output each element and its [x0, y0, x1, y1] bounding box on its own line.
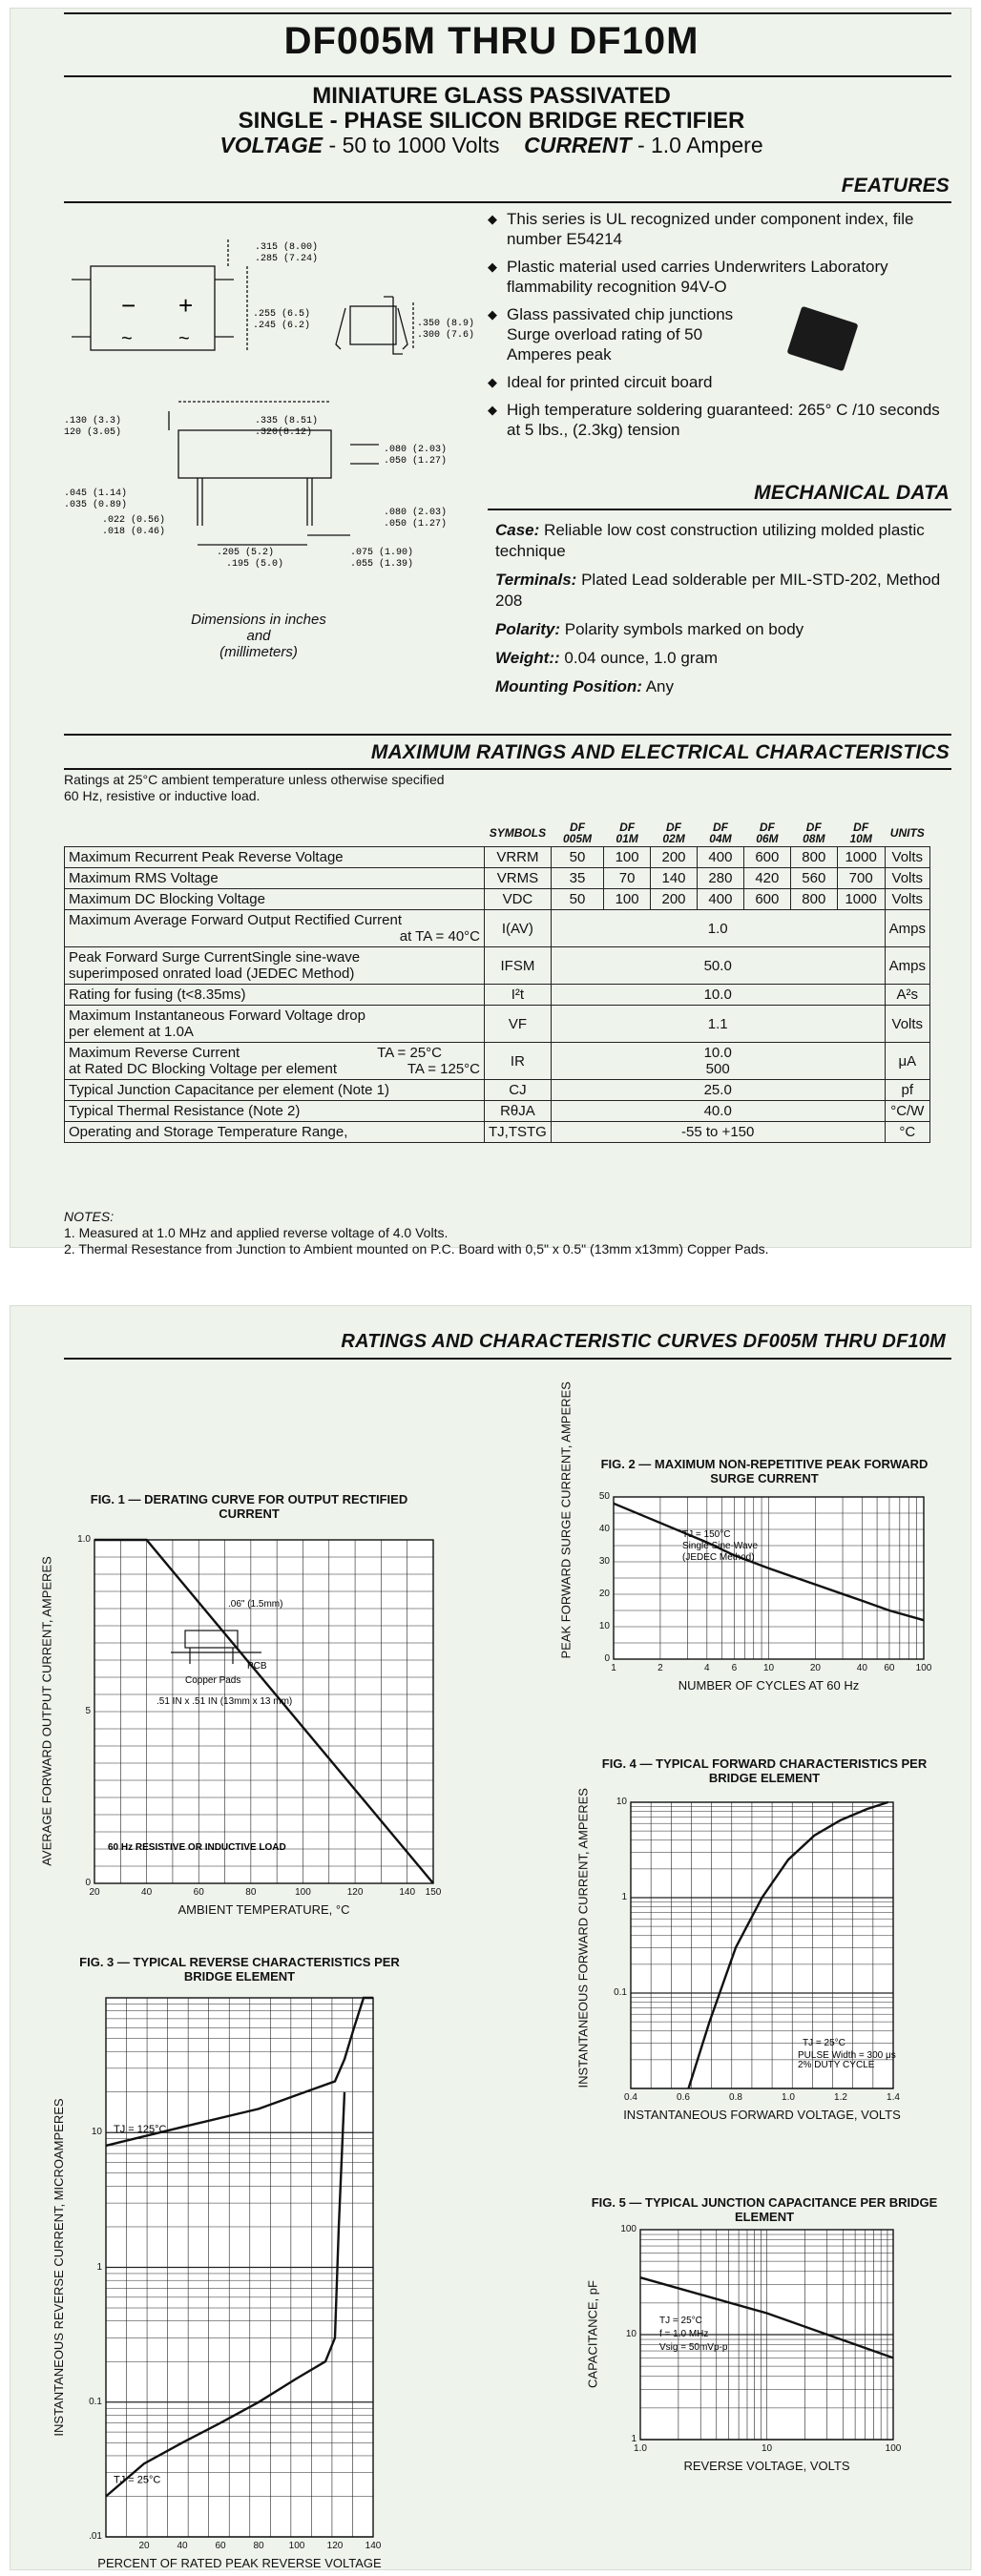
caption-line-1: Dimensions in inches [191, 612, 326, 628]
row-value: 600 [743, 889, 790, 910]
features-rule [64, 201, 951, 203]
row-value: 1.0 [551, 910, 885, 947]
row-symbol: IFSM [485, 947, 552, 985]
dim-10: .320(8.12) [255, 427, 313, 438]
column-header: UNITS [885, 820, 929, 847]
chart-annotation: PCB [247, 1661, 267, 1672]
row-parameter: Maximum DC Blocking Voltage [65, 889, 485, 910]
condition: TA = 25°C [377, 1045, 442, 1061]
param-line: at TA = 40°C [399, 928, 480, 945]
column-header: DF 01M [604, 820, 651, 847]
x-axis-label: REVERSE VOLTAGE, VOLTS [683, 2459, 850, 2473]
ratings-table [64, 820, 930, 1143]
dim-18: .050 (1.27) [384, 519, 448, 530]
mechanical-data [495, 520, 953, 705]
chart-annotation: Single Sine-Wave [682, 1541, 759, 1551]
x-tick-label: 140 [399, 1887, 416, 1898]
row-value: 1.1 [551, 1006, 885, 1043]
row-value: 50 [551, 847, 603, 868]
row-parameter [65, 1043, 485, 1080]
x-tick-label: 40 [856, 1663, 867, 1673]
ratings-conditions [64, 772, 445, 804]
plus-symbol: + [178, 291, 194, 320]
table-row [65, 847, 930, 868]
row-unit: Volts [885, 1006, 929, 1043]
series-label: TJ = 25°C [114, 2474, 161, 2486]
row-symbol: VRRM [485, 847, 552, 868]
column-header: DF 06M [743, 820, 790, 847]
top-rule [64, 12, 951, 14]
row-value: 25.0 [551, 1080, 885, 1101]
row-unit: A²s [885, 985, 929, 1006]
subtitle-2: SINGLE - PHASE SILICON BRIDGE RECTIFIER [238, 108, 745, 134]
figure-title: FIG. 1 — DERATING CURVE FOR OUTPUT RECTIFIED CURRENT [90, 1492, 408, 1521]
y-tick-label: 30 [598, 1556, 610, 1567]
x-tick-label: 0.8 [729, 2092, 742, 2103]
row-parameter [65, 910, 485, 947]
x-tick-label: 0.4 [624, 2092, 637, 2103]
y-tick-label: 40 [598, 1524, 610, 1534]
feature-item: ◆ Ideal for printed circuit board [488, 372, 955, 392]
x-tick-label: 120 [326, 2541, 344, 2551]
y-tick-label: 10 [91, 2127, 102, 2138]
x-tick-label: 2 [657, 1663, 663, 1673]
x-tick-label: 100 [885, 2443, 902, 2454]
dim-6: .300 (7.6) [417, 330, 475, 341]
row-symbol: IR [485, 1043, 552, 1080]
minus-symbol: − [121, 291, 136, 320]
y-tick-label: 5 [85, 1706, 91, 1716]
row-symbol: TJ,TSTG [485, 1122, 552, 1143]
chart-grid [614, 1497, 924, 1659]
polarity-value: Polarity symbols marked on body [564, 620, 804, 638]
y-tick-label: 1 [96, 2261, 102, 2273]
header-parameter [65, 820, 485, 847]
chart-annotation: (JEDEC Method) [682, 1552, 755, 1563]
chart-annotation: f = 1.0 MHz [659, 2329, 709, 2339]
chart-plot [614, 1497, 924, 1659]
y-tick-label: 20 [598, 1589, 610, 1599]
column-header: DF 10M [837, 820, 885, 847]
y-tick-label: 1.0 [77, 1534, 91, 1545]
x-axis-label: INSTANTANEOUS FORWARD VOLTAGE, VOLTS [623, 2108, 901, 2122]
figure-title: FIG. 3 — TYPICAL REVERSE CHARACTERISTICS PER BRIDGE ELEMENT [79, 1955, 400, 1984]
row-value: 600 [743, 847, 790, 868]
notes [64, 1209, 769, 1257]
figure-title: FIG. 5 — TYPICAL JUNCTION CAPACITANCE PER BRIDGE ELEMENT [591, 2195, 938, 2224]
x-tick-label: 100 [295, 1887, 311, 1898]
feature-item: ◆ Glass passivated chip junctions Surge overload rating of 50 Amperes peak [488, 304, 745, 364]
current-label: CURRENT [524, 133, 632, 157]
table-row [65, 1122, 930, 1143]
x-tick-label: 100 [288, 2541, 305, 2551]
row-parameter: Operating and Storage Temperature Range, [65, 1122, 485, 1143]
x-tick-label: 100 [915, 1663, 932, 1673]
row-value: 1000 [837, 889, 885, 910]
series-line-1 [689, 1802, 888, 2088]
table-row [65, 910, 930, 947]
chart-annotation: Copper Pads [185, 1675, 241, 1686]
condition: TA = 125°C [407, 1061, 480, 1077]
chart-plot [94, 1540, 433, 1883]
row-unit: °C [885, 1122, 929, 1143]
param-line: Maximum Reverse Current [69, 1045, 240, 1061]
mechanical-heading: MECHANICAL DATA [754, 482, 950, 504]
dim-22: .055 (1.39) [350, 559, 414, 570]
datasheet-page-1 [10, 8, 971, 1257]
chart-annotation: TJ = 25°C [803, 2038, 845, 2048]
table-row [65, 1006, 930, 1043]
dim-11: .080 (2.03) [384, 445, 448, 455]
row-unit: °C/W [885, 1101, 929, 1122]
dim-1: .315 (8.00) [255, 242, 319, 253]
case-value: Reliable low cost construction utilizing molded plastic technique [495, 521, 925, 560]
dim-5: .350 (8.9) [417, 319, 475, 329]
row-unit: Amps [885, 910, 929, 947]
feature-item: ◆ This series is UL recognized under component index, file number E54214 [488, 209, 955, 249]
table-header-row [65, 820, 930, 847]
weight-key: Weight:: [495, 649, 560, 667]
row-value: 50 [551, 889, 603, 910]
x-tick-label: 150 [425, 1887, 442, 1898]
row-value: 400 [697, 847, 743, 868]
y-tick-label: .01 [89, 2531, 102, 2542]
chart-annotation: Vsig = 50mVp-p [659, 2342, 728, 2353]
figure-title: FIG. 4 — TYPICAL FORWARD CHARACTERISTICS PER BRIDGE ELEMENT [601, 1756, 928, 1785]
chart-annotation: PULSE Width = 300 μs [798, 2050, 896, 2061]
package-drawing [64, 211, 474, 650]
row-value: 800 [790, 889, 837, 910]
row-parameter [65, 985, 485, 1006]
dim-14: .035 (0.89) [64, 500, 128, 510]
y-tick-label: 10 [616, 1797, 627, 1807]
row-parameter: Maximum RMS Voltage [65, 868, 485, 889]
x-axis-label: NUMBER OF CYCLES AT 60 Hz [678, 1678, 860, 1693]
dim-13: .045 (1.14) [64, 488, 128, 499]
y-axis-label: AVERAGE FORWARD OUTPUT CURRENT, AMPERES [39, 1556, 54, 1866]
caption-line-2: and [246, 628, 271, 644]
dim-17: .080 (2.03) [384, 508, 448, 518]
note-2: 2. Thermal Resestance from Junction to Ambient mounted on P.C. Board with 0,5" x 0.5" (13mm x13mm) Copper Pads. [64, 1241, 769, 1257]
column-header: DF 08M [790, 820, 837, 847]
y-axis-label: INSTANTANEOUS FORWARD CURRENT, AMPERES [575, 1788, 591, 2088]
row-parameter: Typical Junction Capacitance per element (Note 1) [65, 1080, 485, 1101]
param-line: Peak Forward Surge CurrentSingle sine-wave [69, 949, 361, 966]
y-tick-label: 0.1 [614, 1987, 627, 1998]
subtitle-1: MINIATURE GLASS PASSIVATED [312, 83, 671, 109]
curves-rule [64, 1358, 951, 1360]
y-tick-label: 10 [625, 2329, 637, 2339]
voltage-label: VOLTAGE [219, 133, 324, 157]
notes-title: NOTES: [64, 1209, 115, 1224]
row-value: -55 to +150 [551, 1122, 885, 1143]
ratings-heading: MAXIMUM RATINGS AND ELECTRICAL CHARACTERISTICS [370, 741, 950, 763]
feature-item: ◆ Plastic material used carries Underwriters Laboratory flammability recognition 94V-O [488, 257, 955, 297]
x-axis-label: AMBIENT TEMPERATURE, °C [177, 1902, 350, 1917]
row-symbol: VRMS [485, 868, 552, 889]
dim-19: .205 (5.2) [217, 548, 275, 558]
chart-plot [631, 1802, 896, 2088]
row-parameter: Typical Thermal Resistance (Note 2) [65, 1101, 485, 1122]
param-line: Rating for fusing (t<8.35ms) [69, 987, 246, 1003]
dim-4: .245 (6.2) [253, 321, 311, 331]
x-tick-label: 60 [884, 1663, 895, 1673]
x-tick-label: 1 [611, 1663, 616, 1673]
caption-line-3: (millimeters) [219, 644, 298, 660]
figure-title: FIG. 2 — MAXIMUM NON-REPETITIVE PEAK FORWARD SURGE CURRENT [600, 1457, 929, 1485]
x-tick-label: 6 [731, 1663, 738, 1673]
dimensions-caption [163, 612, 354, 660]
x-tick-label: 20 [138, 2541, 150, 2551]
series-label: TJ = 125°C [114, 2123, 167, 2135]
chart-frame [631, 1802, 893, 2088]
x-tick-label: 20 [809, 1663, 821, 1673]
value-line: 10.0 [703, 1045, 732, 1061]
row-value: 140 [651, 868, 698, 889]
dim-12: .050 (1.27) [384, 456, 448, 467]
param-line: superimposed onrated load (JEDEC Method) [69, 966, 355, 982]
voltage-current-line [10, 133, 972, 158]
row-parameter: Maximum Recurrent Peak Reverse Voltage [65, 847, 485, 868]
param-line: per element at 1.0A [69, 1024, 194, 1040]
row-value: 10.0 [551, 985, 885, 1006]
row-value: 1000 [837, 847, 885, 868]
y-axis-label: INSTANTANEOUS REVERSE CURRENT, MICROAMPERES [51, 2097, 66, 2437]
row-value: 700 [837, 868, 885, 889]
x-tick-label: 120 [346, 1887, 364, 1898]
chart-grid [631, 1802, 893, 2088]
column-header: DF 005M [551, 820, 603, 847]
param-line: at Rated DC Blocking Voltage per element [69, 1061, 337, 1077]
x-tick-label: 140 [365, 2541, 382, 2551]
title-rule [64, 75, 951, 77]
x-tick-label: 60 [215, 2541, 226, 2551]
param-line: Maximum Average Forward Output Rectified Current [69, 912, 403, 928]
column-header: DF 04M [697, 820, 743, 847]
row-value: 560 [790, 868, 837, 889]
pcb-inset [171, 1631, 261, 1664]
datasheet-page-2 [10, 1305, 971, 2570]
dim-3: .255 (6.5) [253, 309, 311, 320]
row-value: 100 [604, 847, 651, 868]
ac-symbol-2: ~ [178, 328, 190, 349]
y-tick-label: 0 [85, 1878, 91, 1888]
x-tick-label: 4 [704, 1663, 710, 1673]
row-parameter [65, 1006, 485, 1043]
x-axis-label: PERCENT OF RATED PEAK REVERSE VOLTAGE [97, 2556, 382, 2570]
ac-symbol-1: ~ [121, 328, 133, 349]
chart-grid [106, 1998, 373, 2537]
x-tick-label: 20 [89, 1887, 100, 1898]
row-unit: Volts [885, 868, 929, 889]
dim-21: .075 (1.90) [350, 548, 414, 558]
row-parameter [65, 947, 485, 985]
row-symbol: CJ [485, 1080, 552, 1101]
voltage-value: - 50 to 1000 Volts [328, 133, 500, 157]
row-value [551, 1043, 885, 1080]
terminals-key: Terminals: [495, 571, 577, 589]
row-symbol: VDC [485, 889, 552, 910]
row-value: 200 [651, 889, 698, 910]
y-tick-label: 1 [631, 2434, 637, 2444]
dim-7: .130 (3.3) [64, 416, 122, 426]
row-value: 40.0 [551, 1101, 885, 1122]
y-tick-label: 0.1 [89, 2396, 102, 2407]
dim-8: 120 (3.05) [64, 427, 122, 438]
x-tick-label: 1.0 [782, 2092, 795, 2103]
series-line-2 [106, 2092, 344, 2497]
table-row [65, 1101, 930, 1122]
y-tick-label: 1 [621, 1892, 627, 1902]
chart-plot [106, 1998, 373, 2537]
row-symbol: I(AV) [485, 910, 552, 947]
ratings-note-1: Ratings at 25°C ambient temperature unless otherwise specified [64, 772, 445, 787]
chart-annotation: 60 Hz RESISTIVE OR INDUCTIVE LOAD [108, 1842, 286, 1853]
y-tick-label: 100 [620, 2224, 637, 2234]
ratings-rule [64, 768, 951, 770]
row-unit: Amps [885, 947, 929, 985]
terminals-value: Plated Lead solderable per MIL-STD-202, Method 208 [495, 571, 941, 610]
chart-annotation: .51 IN x .51 IN (13mm x 13 mm) [157, 1696, 293, 1707]
dim-2: .285 (7.24) [255, 254, 319, 264]
chart-plot [640, 2230, 893, 2440]
x-tick-label: 1.4 [887, 2092, 900, 2103]
row-value: 35 [551, 868, 603, 889]
row-unit: Volts [885, 889, 929, 910]
dim-9: .335 (8.51) [255, 416, 319, 426]
weight-value: 0.04 ounce, 1.0 gram [564, 649, 719, 667]
row-symbol: RθJA [485, 1101, 552, 1122]
row-symbol: VF [485, 1006, 552, 1043]
x-tick-label: 1.2 [834, 2092, 847, 2103]
polarity-key: Polarity: [495, 620, 561, 638]
chart-annotation: TJ = 150°C [682, 1529, 731, 1540]
row-value: 280 [697, 868, 743, 889]
x-tick-label: 40 [141, 1887, 153, 1898]
row-unit: pf [885, 1080, 929, 1101]
table-row [65, 889, 930, 910]
param-line: Maximum Instantaneous Forward Voltage drop [69, 1008, 365, 1024]
table-row [65, 985, 930, 1006]
row-value: 100 [604, 889, 651, 910]
y-axis-label: PEAK FORWARD SURGE CURRENT, AMPERES [558, 1381, 574, 1659]
table-row [65, 1043, 930, 1080]
x-tick-label: 0.6 [677, 2092, 690, 2103]
table-row [65, 868, 930, 889]
y-tick-label: 10 [598, 1621, 610, 1631]
table-row [65, 1080, 930, 1101]
x-tick-label: 10 [761, 2443, 773, 2454]
row-value: 200 [651, 847, 698, 868]
y-tick-label: 50 [598, 1491, 610, 1502]
ratings-note-2: 60 Hz, resistive or inductive load. [64, 788, 261, 803]
dim-20: .195 (5.0) [226, 559, 284, 570]
note-1: 1. Measured at 1.0 MHz and applied reverse voltage of 4.0 Volts. [64, 1225, 449, 1240]
dim-16: .018 (0.46) [102, 527, 166, 537]
chart-annotation: 2% DUTY CYCLE [798, 2060, 875, 2070]
x-tick-label: 80 [253, 2541, 264, 2551]
features-list [488, 209, 955, 447]
row-value: 800 [790, 847, 837, 868]
x-tick-label: 1.0 [634, 2443, 647, 2454]
features-heading: FEATURES [841, 175, 950, 197]
page-title: DF005M THRU DF10M [283, 20, 699, 62]
row-unit: Volts [885, 847, 929, 868]
mechanical-rule [488, 509, 951, 510]
curves-heading: RATINGS AND CHARACTERISTIC CURVES DF005M THRU DF10M [341, 1331, 946, 1352]
feature-item: ◆ High temperature soldering guaranteed: 265° C /10 seconds at 5 lbs., (2.3kg) tension [488, 400, 955, 440]
dim-15: .022 (0.56) [102, 515, 166, 526]
row-unit: μA [885, 1043, 929, 1080]
row-symbol: I²t [485, 985, 552, 1006]
table-row [65, 947, 930, 985]
row-value: 400 [697, 889, 743, 910]
x-tick-label: 10 [762, 1663, 775, 1673]
row-value: 70 [604, 868, 651, 889]
chart-annotation: TJ = 25°C [659, 2316, 702, 2326]
case-key: Case: [495, 521, 540, 539]
mounting-value: Any [645, 677, 674, 696]
column-header: DF 02M [651, 820, 698, 847]
column-header: SYMBOLS [485, 820, 552, 847]
row-value: 420 [743, 868, 790, 889]
y-axis-label: CAPACITANCE, pF [585, 2280, 600, 2388]
ratings-top-rule [64, 734, 951, 736]
value-line: 500 [705, 1061, 730, 1077]
chart-grid [94, 1540, 433, 1883]
y-tick-label: 0 [604, 1653, 610, 1664]
chart-annotation: .06" (1.5mm) [228, 1599, 283, 1610]
current-value: - 1.0 Ampere [637, 133, 763, 157]
mounting-key: Mounting Position: [495, 677, 642, 696]
x-tick-label: 40 [177, 2541, 188, 2551]
row-value: 50.0 [551, 947, 885, 985]
x-tick-label: 80 [245, 1887, 257, 1898]
x-tick-label: 60 [193, 1887, 204, 1898]
